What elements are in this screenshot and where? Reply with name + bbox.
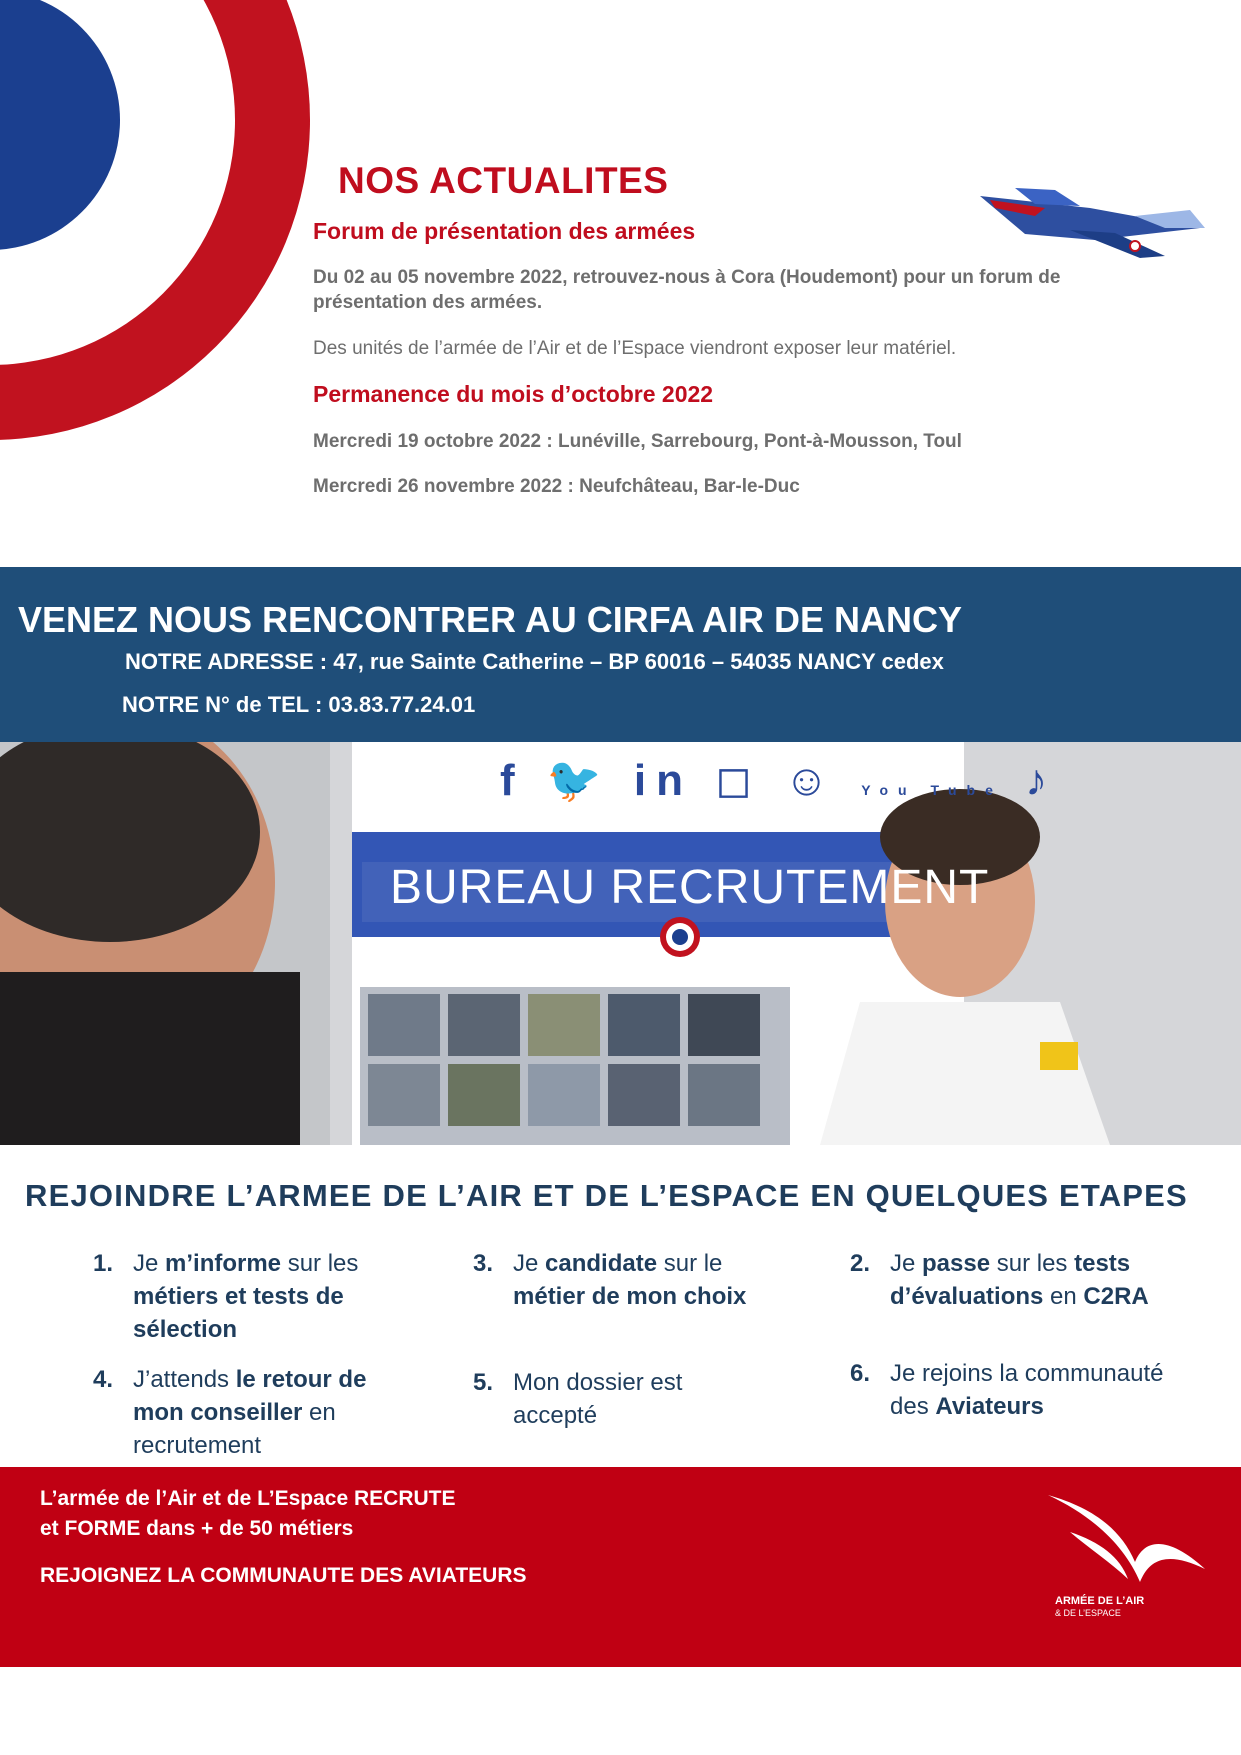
step-2 — [850, 1247, 1210, 1327]
permanence-heading: Permanence du mois d’octobre 2022 — [313, 381, 714, 407]
step-5-text: Mon dossier est accepté — [513, 1369, 683, 1429]
french-roundel-decoration — [0, 0, 320, 500]
step-1-number: 1. — [93, 1250, 114, 1277]
bird-logo-icon — [1040, 1487, 1210, 1597]
permanence-date-2-label: Mercredi 26 novembre 2022 : — [313, 476, 574, 497]
footer-line-1: L’armée de l’Air et de L’Espace RECRUTE — [40, 1487, 456, 1510]
bureau-recrutement-sign: BUREAU RECRUTEMENT — [390, 861, 990, 914]
logo-text-line1: ARMÉE DE L’AIR — [1055, 1595, 1145, 1607]
forum-exhibit-text: Des unités de l’armée de l’Air et de l’Espace viendront exposer leur matériel. — [313, 338, 957, 359]
footer-line-3: REJOIGNEZ LA COMMUNAUTE DES AVIATEURS — [40, 1564, 527, 1587]
permanence-date-1-label: Mercredi 19 octobre 2022 : — [313, 431, 553, 452]
forum-heading: Forum de présentation des armées — [313, 218, 696, 244]
step-2-number: 2. — [850, 1250, 871, 1277]
twitter-icon: 🐦 — [546, 756, 612, 805]
address-value: 47, rue Sainte Catherine – BP 60016 – 54035 NANCY cedex — [333, 649, 944, 674]
facebook-icon: f — [500, 756, 525, 805]
armee-air-espace-logo — [1040, 1487, 1210, 1627]
recruitment-footer — [0, 1467, 1241, 1667]
step-6-number: 6. — [850, 1360, 871, 1387]
step-6-text: Je rejoins la communauté des Aviateurs — [890, 1360, 1164, 1420]
forum-text-line1: Du 02 au 05 novembre 2022, retrouvez-nous à Cora (Houdemont) pour un forum de — [313, 267, 1061, 288]
permanence-date-1-places: Lunéville, Sarrebourg, Pont-à-Mousson, Toul — [558, 431, 962, 452]
step-1 — [93, 1247, 413, 1357]
linkedin-icon: in — [633, 756, 694, 805]
phone-line — [122, 692, 475, 718]
permanence-date-1 — [313, 429, 962, 454]
step-1-text: Je m’informe sur les métiers et tests de sélection — [133, 1250, 359, 1343]
news-title: NOS ACTUALITES — [338, 160, 669, 201]
step-5-number: 5. — [473, 1369, 494, 1396]
phone-value: 03.83.77.24.01 — [328, 692, 476, 717]
forum-text-line2: présentation des armées. — [313, 292, 543, 313]
forum-text — [313, 265, 1213, 315]
tiktok-icon: ♪ — [1025, 756, 1058, 805]
permanence-date-2 — [313, 474, 800, 499]
step-5 — [473, 1366, 793, 1446]
contact-banner — [0, 567, 1241, 742]
social-media-icons — [500, 754, 1057, 806]
snapchat-icon: ☺ — [784, 756, 839, 805]
recruitment-office-photo — [0, 742, 1241, 1145]
youtube-icon: You Tube — [861, 782, 1003, 798]
instagram-icon: ◻ — [715, 756, 762, 805]
footer-line-2: et FORME dans + de 50 métiers — [40, 1517, 354, 1540]
step-4-number: 4. — [93, 1366, 114, 1393]
step-6 — [850, 1357, 1210, 1437]
step-4-text: J’attends le retour de mon conseiller en recrutement — [133, 1366, 367, 1459]
logo-text-line2: & DE L’ESPACE — [1055, 1608, 1121, 1618]
step-3 — [473, 1247, 793, 1327]
jet-aircraft-illustration — [975, 178, 1215, 268]
address-line — [125, 649, 944, 675]
step-2-text: Je passe sur les tests d’évaluations en C2RA — [890, 1250, 1149, 1310]
permanence-date-2-places: Neufchâteau, Bar-le-Duc — [579, 476, 800, 497]
address-label: NOTRE ADRESSE : — [125, 649, 328, 674]
banner-title: VENEZ NOUS RENCONTRER AU CIRFA AIR DE NANCY — [18, 599, 963, 640]
step-4 — [93, 1363, 413, 1473]
step-3-number: 3. — [473, 1250, 494, 1277]
steps-title: REJOINDRE L’ARMEE DE L’AIR ET DE L’ESPACE EN QUELQUES ETAPES — [25, 1178, 1188, 1213]
step-3-text: Je candidate sur le métier de mon choix — [513, 1250, 747, 1310]
phone-label: NOTRE N° de TEL : — [122, 692, 323, 717]
